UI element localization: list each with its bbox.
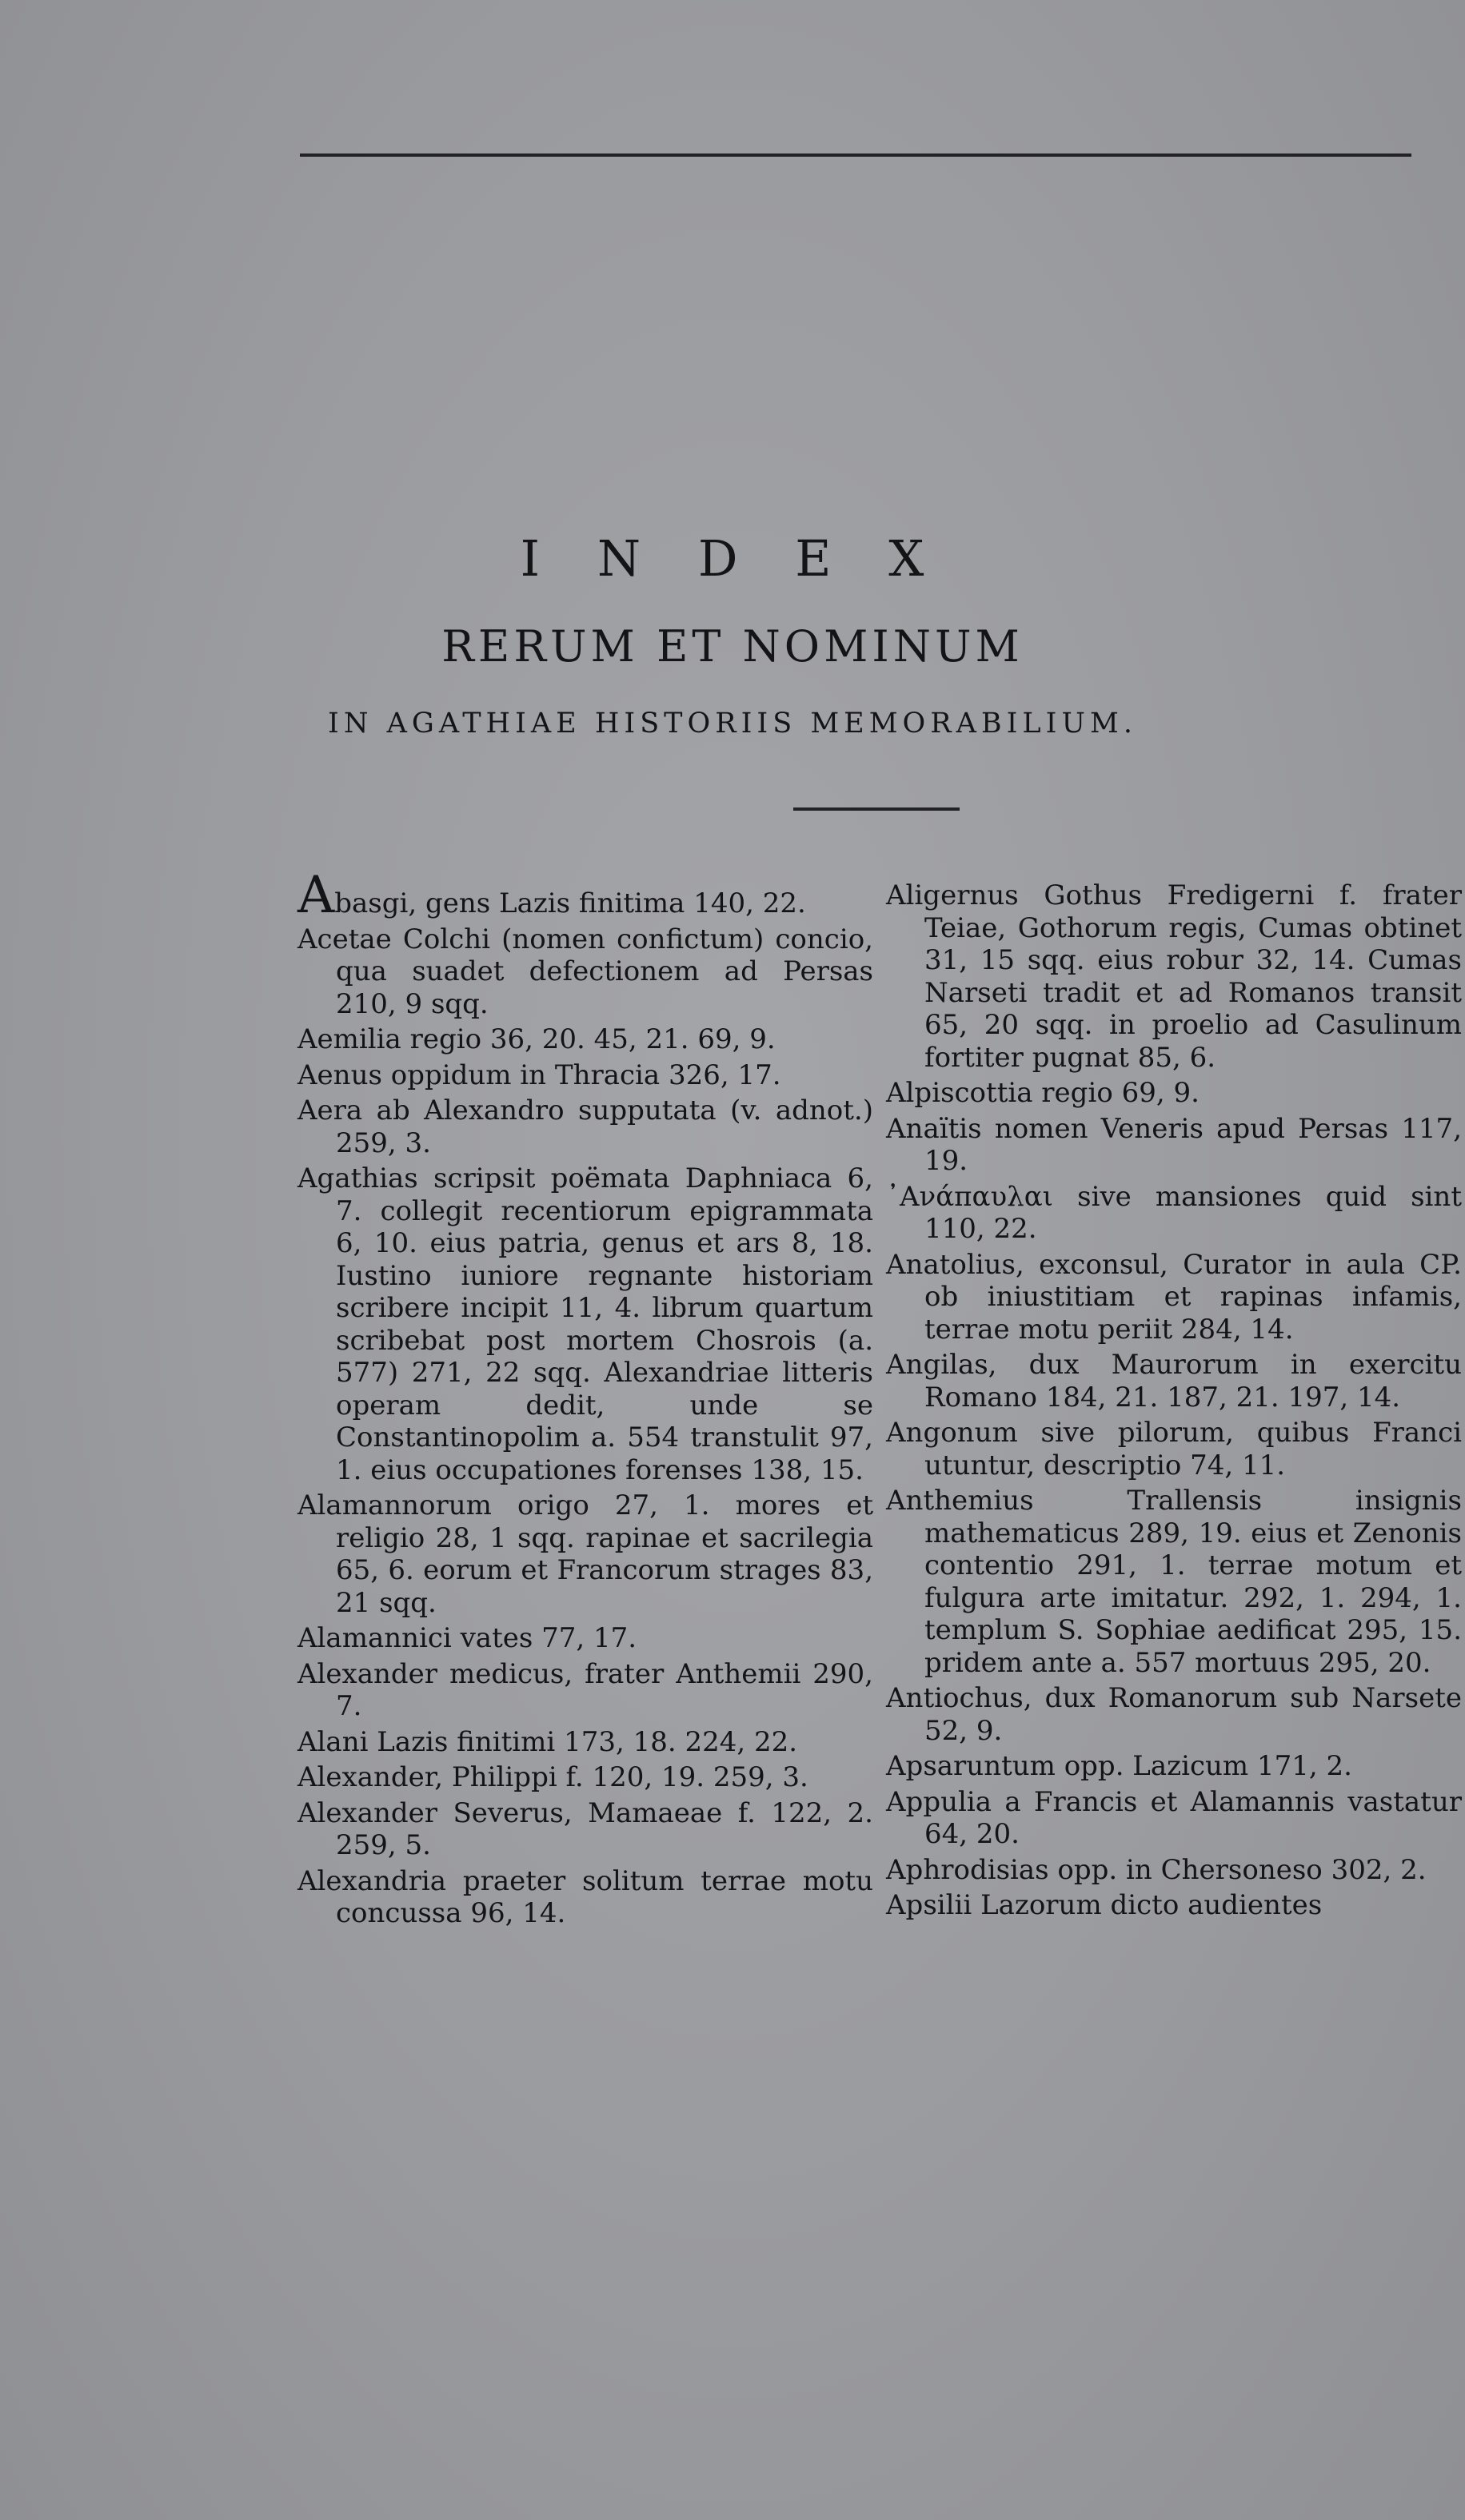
index-entry: Alexander medicus, frater Anthemii 290, 7.: [297, 1657, 873, 1722]
index-title: I N D E X: [520, 529, 945, 588]
index-entry: Agathias scripsit poëmata Daphniaca 6, 7. collegit recentiorum epigrammata 6, 10. eius patria, genus et ars 8, 18. Iustino iuniore regnante historiam scribere incipit 11, 4. librum quartum scribebat post mortem Chosrois (a. 577) 271, 22 sqq. Alexandriae litteris operam dedit, unde se Constantinopolim a. 554 transtulit 97, 1. eius occupationes forenses 138, 15.: [297, 1162, 873, 1486]
index-entry: Aphrodisias opp. in Chersoneso 302, 2.: [886, 1853, 1427, 1886]
index-entry: Alpiscottia regio 69, 9.: [886, 1077, 1200, 1109]
index-entry: Antiochus, dux Romanorum sub Narsete 52, 9.: [886, 1682, 1462, 1747]
index-entry: Aenus oppidum in Thracia 326, 17.: [297, 1059, 781, 1091]
index-entry: Alamannici vates 77, 17.: [297, 1622, 637, 1654]
index-entry: Alamannorum origo 27, 1. mores et religio 28, 1 sqq. rapinae et sacrilegia 65, 6. eorum et Francorum strages 83, 21 sqq.: [297, 1489, 873, 1619]
index-entry: Apsaruntum opp. Lazicum 171, 2.: [886, 1750, 1352, 1782]
index-entry: [297, 866, 873, 925]
index-entry: Anthemius Trallensis insignis mathematicus 289, 19. eius et Zenonis contentio 291, 1. terrae motum et fulgura arte imitatur. 292, 1. 294, 1. templum S. Sophiae aedificat 295, 15. pridem ante a. 557 mortuus 295, 20.: [886, 1485, 1462, 1679]
drop-initial: A: [297, 866, 335, 925]
subtitle-agathiae: IN AGATHIAE HISTORIIS MEMORABILIUM.: [328, 708, 1137, 740]
section-divider: [793, 807, 960, 811]
index-column-right: [886, 879, 1462, 1925]
top-rule: [300, 154, 1411, 157]
index-entry: Angilas, dux Maurorum in exercitu Romano 184, 21. 187, 21. 197, 14.: [886, 1349, 1462, 1414]
index-entry: Aera ab Alexandro supputata (v. adnot.) 259, 3.: [297, 1095, 873, 1159]
index-entry: Alexandria praeter solitum terrae motu concussa 96, 14.: [297, 1864, 873, 1929]
index-entry: Anatolius, exconsul, Curator in aula CP. ob iniustitiam et rapinas infamis, terrae motu periit 284, 14.: [886, 1248, 1462, 1346]
index-entry: Anaïtis nomen Veneris apud Persas 117, 19.: [886, 1112, 1462, 1177]
index-entry: Aemilia regio 36, 20. 45, 21. 69, 9.: [297, 1023, 776, 1055]
index-entry: Appulia a Francis et Alamannis vastatur 64, 20.: [886, 1785, 1462, 1850]
index-entry: ᾿Ανάπαυλαι sive mansiones quid sint 110, 22.: [886, 1180, 1462, 1245]
index-entry: Alexander, Philippi f. 120, 19. 259, 3.: [297, 1761, 808, 1793]
index-entry: Acetae Colchi (nomen confictum) concio, qua suadet defectionem ad Persas 210, 9 sqq.: [297, 923, 873, 1020]
subtitle-rerum-et-nominum: RERUM ET NOMINUM: [441, 621, 1024, 672]
index-entry: Alexander Severus, Mamaeae f. 122, 2. 259, 5.: [297, 1796, 873, 1861]
index-entry: Aligernus Gothus Fredigerni f. frater Teiae, Gothorum regis, Cumas obtinet 31, 15 sqq. eius robur 32, 14. Cumas Narseti tradit et ad Romanos transit 65, 20 sqq. in proelio ad Casulinum fortiter pugnat 85, 6.: [886, 879, 1462, 1074]
index-entry: Alani Lazis finitimi 173, 18. 224, 22.: [297, 1725, 798, 1758]
index-entry-text: basgi, gens Lazis finitima 140, 22.: [334, 887, 806, 919]
index-entry: Apsilii Lazorum dicto audientes: [886, 1889, 1323, 1921]
index-entry: Angonum sive pilorum, quibus Franci utuntur, descriptio 74, 11.: [886, 1417, 1462, 1481]
index-column-left: [297, 866, 873, 1933]
